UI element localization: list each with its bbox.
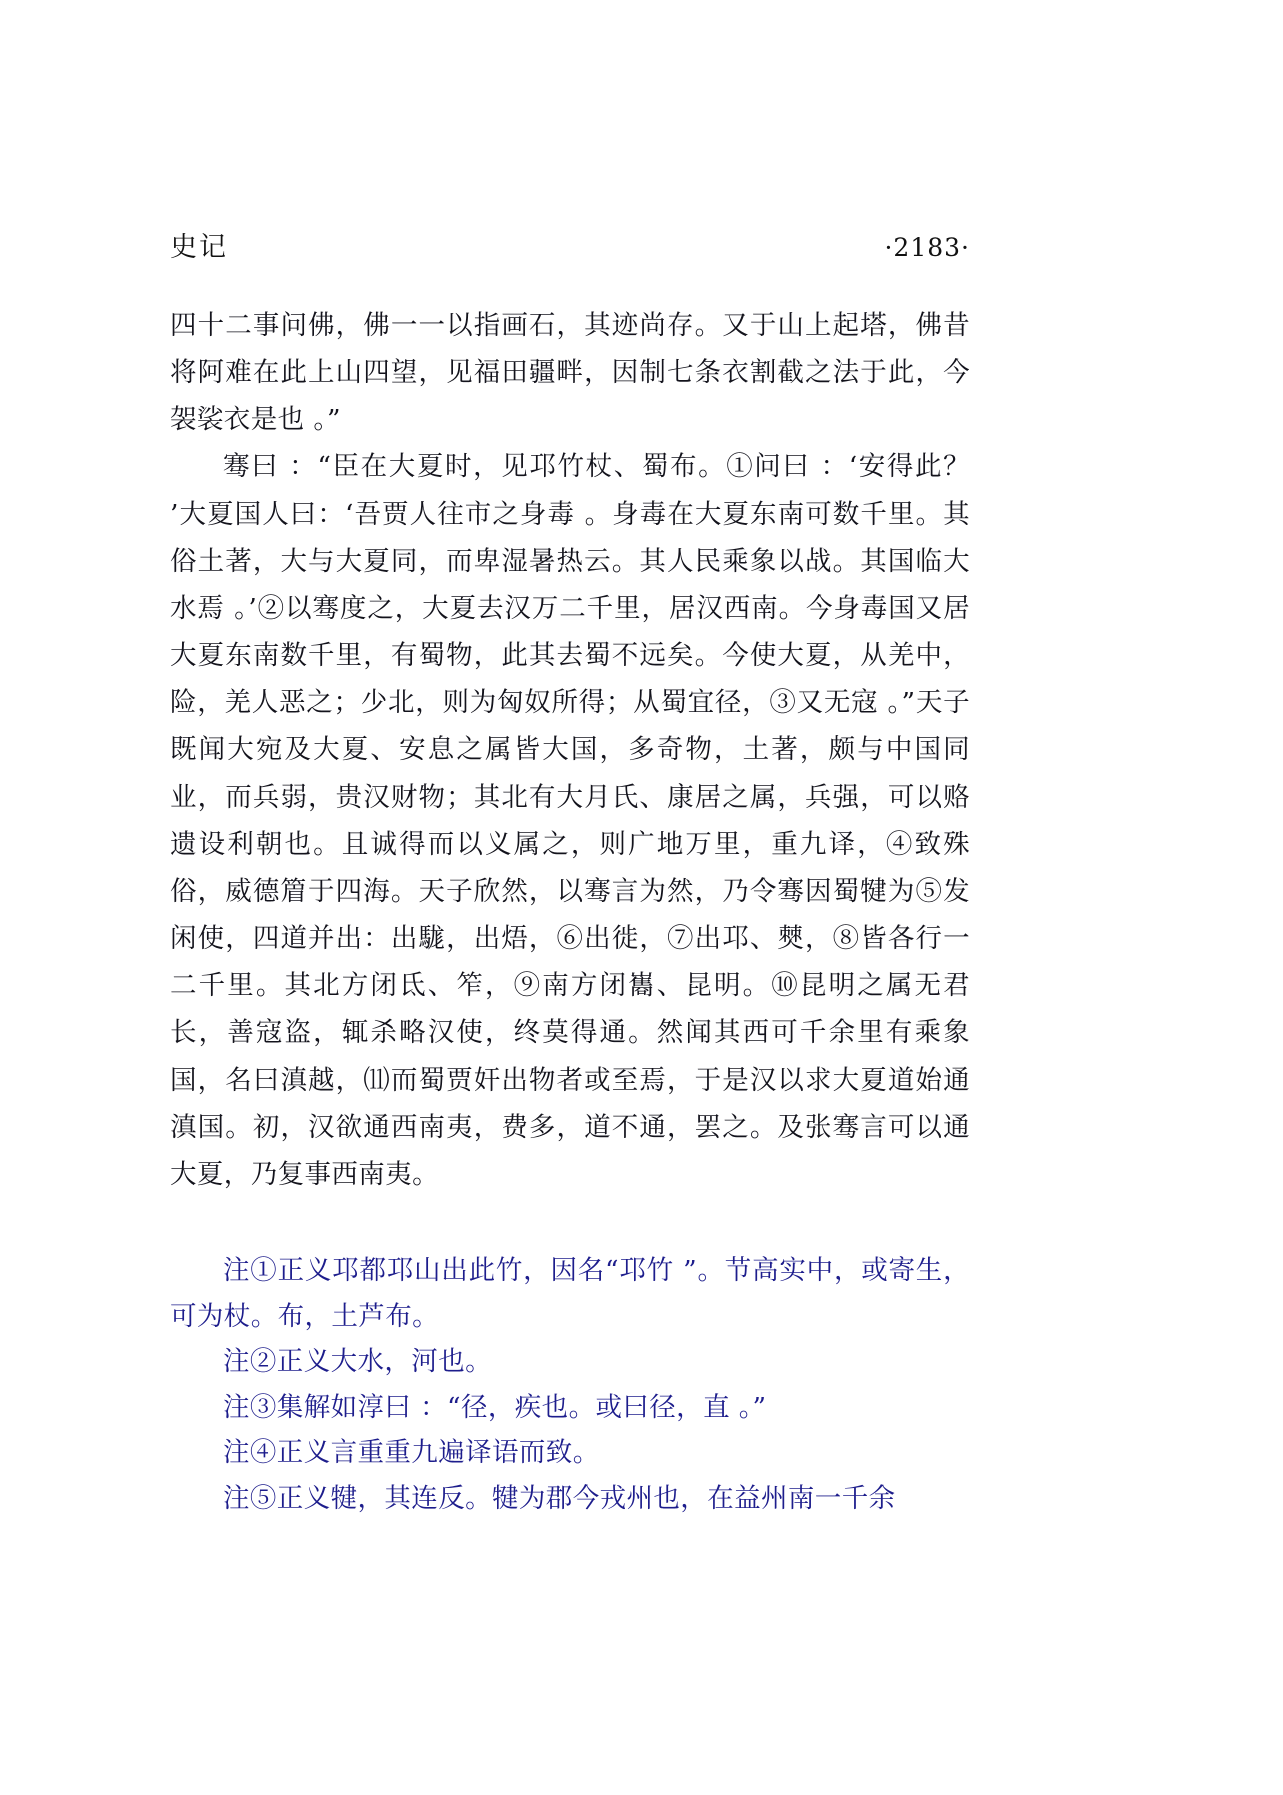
page-header (170, 225, 970, 264)
page-number: ·2183· (884, 233, 970, 262)
main-text (170, 302, 970, 1198)
paragraph: 骞曰 ：“臣在大夏时，见邛竹杖、蜀布。①问曰 ：‘安得此？ ’大夏国人曰：‘吾贾人往市之身毒 。身毒在大夏东南可数千里。其俗土著，大与大夏同，而卑湿暑热云。其人民乘象以战。其国临大水焉 。’②以骞度之，大夏去汉万二千里，居汉西南。今身毒国又居大夏东南数千里，有蜀物，此其去蜀不远矣。今使大夏，从羌中，险，羌人恶之；少北，则为匈奴所得；从蜀宜径，③又无寇 。”天子既闻大宛及大夏、安息之属皆大国，多奇物，土著，颇与中国同业，而兵弱，贵汉财物；其北有大月氏、康居之属，兵强，可以赂遗设利朝也。且诚得而以义属之，则广地万里，重九译，④致殊俗，威德篃于四海。天子欣然，以骞言为然，乃令骞因蜀犍为⑤发闲使，四道并出：出駹，出焐，⑥出徙，⑦出邛、僰，⑧皆各行一二千里。其北方闭氐、笮，⑨南方闭巂、昆明。⑩昆明之属无君长，善寇盗，辄杀略汉使，终莫得通。然闻其西可千余里有乘象国，名曰滇越，⑾而蜀贾奸出物者或至焉，于是汉以求大夏道始通滇国。初，汉欲通西南夷，费多，道不通，罢之。及张骞言可以通大夏，乃复事西南夷。 (170, 451, 970, 1190)
book-title: 史记 (170, 232, 228, 263)
annotation-item: 注⑤正义犍，其连反。犍为郡今戎州也，在益州南一千余 (223, 1482, 896, 1514)
annotation-item: 注①正义邛都邛山出此竹，因名“邛竹 ”。节高实中，或寄生，可为杖。布，土芦布。 (170, 1254, 970, 1332)
annotation-item: 注③集解如淳曰 ：“径，疾也。或曰径，直 。” (223, 1391, 767, 1423)
annotation-item: 注④正义言重重九遍译语而致。 (223, 1437, 600, 1469)
paragraph: 四十二事问佛，佛一一以指画石，其迹尚存。又于山上起塔，佛昔将阿难在此上山四望，见福田疆畔，因制七条衣割截之法于此，今袈裟衣是也 。” (170, 310, 970, 436)
annotation-block (170, 1248, 970, 1521)
annotation-item: 注②正义大水，河也。 (223, 1346, 492, 1378)
page-content (170, 225, 970, 1521)
